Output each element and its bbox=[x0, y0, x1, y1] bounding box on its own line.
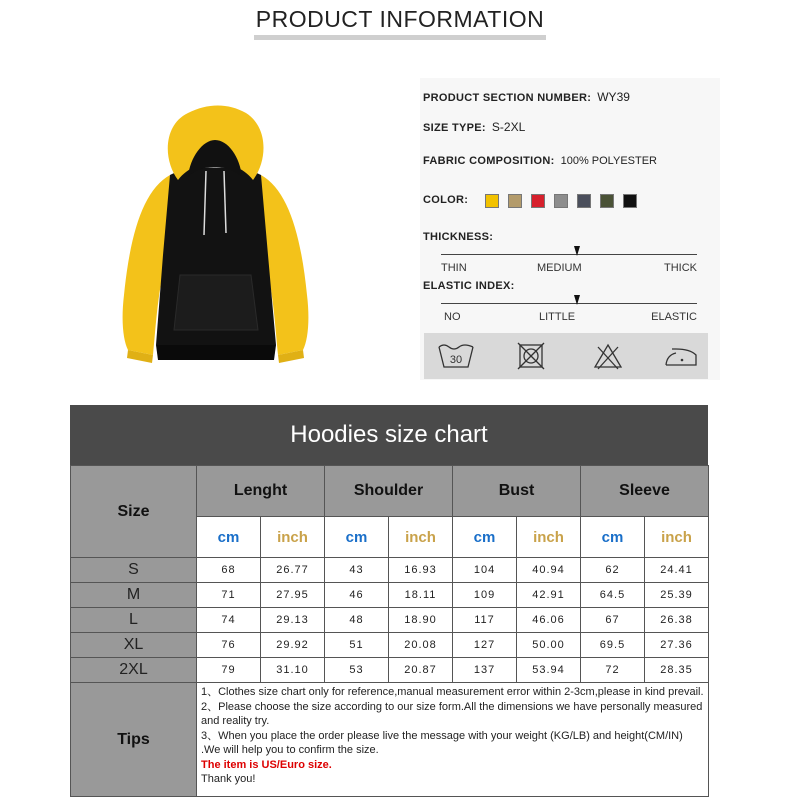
unit-cm: cm bbox=[453, 517, 517, 558]
value-cell: 62 bbox=[581, 558, 645, 583]
value-cell: 104 bbox=[453, 558, 517, 583]
size-cell: 2XL bbox=[71, 658, 197, 683]
value-cell: 64.5 bbox=[581, 583, 645, 608]
color-swatch[interactable] bbox=[554, 194, 568, 208]
value-cell: 67 bbox=[581, 608, 645, 633]
tips-text: 1、Clothes size chart only for reference,manual measurement error within 2-3cm,please in kind prevail. 2、Please choose the size according to our size form.All the dimensions we have personally measured and reality try. 3、When you place the order please live the message with your weight (KG/LB) and height(CM/IN) .We will help you to confirm the size. The item is US/Euro size. Thank you! bbox=[197, 683, 709, 797]
color-options: COLOR: bbox=[423, 194, 713, 206]
color-swatch[interactable] bbox=[508, 194, 522, 208]
value-cell: 76 bbox=[197, 633, 261, 658]
size-chart bbox=[70, 405, 708, 800]
value-cell: 40.94 bbox=[517, 558, 581, 583]
color-swatch[interactable] bbox=[531, 194, 545, 208]
value-cell: 27.95 bbox=[261, 583, 325, 608]
thickness-scale bbox=[441, 254, 697, 255]
value-cell: 117 bbox=[453, 608, 517, 633]
unit-cm: cm bbox=[197, 517, 261, 558]
iron-icon bbox=[662, 341, 700, 371]
unit-inch: inch bbox=[389, 517, 453, 558]
value-cell: 24.41 bbox=[645, 558, 709, 583]
value-cell: 31.10 bbox=[261, 658, 325, 683]
value-cell: 18.90 bbox=[389, 608, 453, 633]
hoodie-product-image bbox=[118, 105, 313, 370]
size-cell: L bbox=[71, 608, 197, 633]
fabric-composition: FABRIC COMPOSITION: 100% POLYESTER bbox=[423, 155, 657, 167]
value-cell: 29.92 bbox=[261, 633, 325, 658]
value-cell: 26.77 bbox=[261, 558, 325, 583]
color-swatch[interactable] bbox=[577, 194, 591, 208]
size-cell: M bbox=[71, 583, 197, 608]
value-cell: 53.94 bbox=[517, 658, 581, 683]
unit-inch: inch bbox=[645, 517, 709, 558]
value-cell: 71 bbox=[197, 583, 261, 608]
unit-cm: cm bbox=[581, 517, 645, 558]
table-row bbox=[71, 558, 709, 583]
value-cell: 18.11 bbox=[389, 583, 453, 608]
value-cell: 26.38 bbox=[645, 608, 709, 633]
value-cell: 137 bbox=[453, 658, 517, 683]
no-tumble-dry-icon bbox=[516, 341, 546, 371]
value-cell: 74 bbox=[197, 608, 261, 633]
value-cell: 51 bbox=[325, 633, 389, 658]
sleeve-header: Sleeve bbox=[581, 466, 709, 517]
wash-30-icon bbox=[436, 341, 476, 371]
table-row bbox=[71, 608, 709, 633]
no-bleach-icon bbox=[592, 341, 624, 371]
size-cell: S bbox=[71, 558, 197, 583]
page-title: PRODUCT INFORMATION bbox=[0, 6, 800, 40]
size-type: SIZE TYPE: S-2XL bbox=[423, 120, 526, 134]
value-cell: 25.39 bbox=[645, 583, 709, 608]
table-row bbox=[71, 633, 709, 658]
value-cell: 46.06 bbox=[517, 608, 581, 633]
value-cell: 109 bbox=[453, 583, 517, 608]
value-cell: 46 bbox=[325, 583, 389, 608]
care-instructions bbox=[424, 333, 708, 379]
color-swatch[interactable] bbox=[600, 194, 614, 208]
value-cell: 72 bbox=[581, 658, 645, 683]
value-cell: 16.93 bbox=[389, 558, 453, 583]
value-cell: 79 bbox=[197, 658, 261, 683]
value-cell: 20.08 bbox=[389, 633, 453, 658]
value-cell: 42.91 bbox=[517, 583, 581, 608]
value-cell: 27.36 bbox=[645, 633, 709, 658]
value-cell: 28.35 bbox=[645, 658, 709, 683]
product-section-number: PRODUCT SECTION NUMBER: WY39 bbox=[423, 90, 630, 104]
elastic-label: ELASTIC INDEX: bbox=[423, 280, 515, 292]
size-table bbox=[70, 465, 709, 797]
value-cell: 127 bbox=[453, 633, 517, 658]
value-cell: 69.5 bbox=[581, 633, 645, 658]
value-cell: 53 bbox=[325, 658, 389, 683]
value-cell: 68 bbox=[197, 558, 261, 583]
thickness-label: THICKNESS: bbox=[423, 231, 494, 243]
product-info-panel: PRODUCT SECTION NUMBER: WY39 SIZE TYPE: S-2XL FABRIC COMPOSITION: 100% POLYESTER COLOR: THICKNESS: THIN MEDIUM THICK ELASTIC INDEX: NO LITTLE ELASTIC 30 bbox=[420, 78, 720, 380]
unit-cm: cm bbox=[325, 517, 389, 558]
length-header: Lenght bbox=[197, 466, 325, 517]
table-row bbox=[71, 583, 709, 608]
elastic-scale bbox=[441, 303, 697, 304]
value-cell: 50.00 bbox=[517, 633, 581, 658]
value-cell: 43 bbox=[325, 558, 389, 583]
unit-inch: inch bbox=[261, 517, 325, 558]
table-row bbox=[71, 658, 709, 683]
svg-text:30: 30 bbox=[449, 354, 463, 366]
unit-inch: inch bbox=[517, 517, 581, 558]
color-swatch[interactable] bbox=[623, 194, 637, 208]
shoulder-header: Shoulder bbox=[325, 466, 453, 517]
bust-header: Bust bbox=[453, 466, 581, 517]
tips-label: Tips bbox=[71, 683, 197, 797]
value-cell: 20.87 bbox=[389, 658, 453, 683]
size-cell: XL bbox=[71, 633, 197, 658]
size-chart-title: Hoodies size chart bbox=[70, 405, 708, 465]
value-cell: 48 bbox=[325, 608, 389, 633]
size-header: Size bbox=[71, 466, 197, 558]
color-swatch[interactable] bbox=[485, 194, 499, 208]
value-cell: 29.13 bbox=[261, 608, 325, 633]
